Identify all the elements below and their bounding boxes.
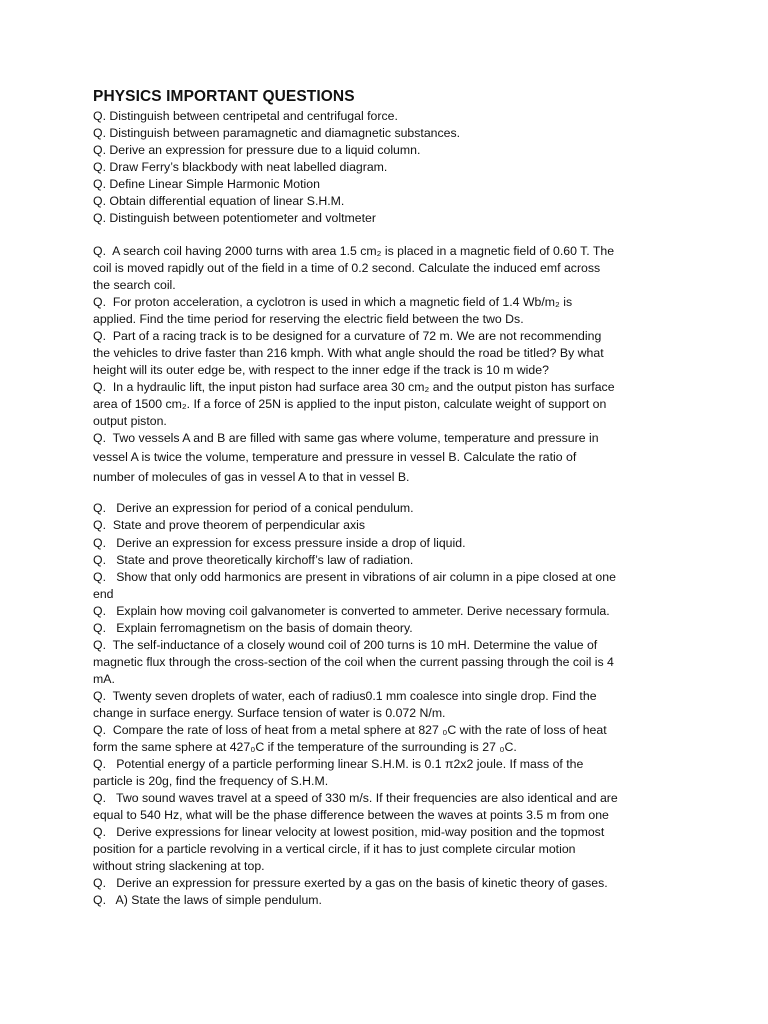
question-line: Q. Two vessels A and B are filled with same gas where volume, temperature and pressure in — [93, 431, 599, 445]
question-line: change in surface energy. Surface tension of water is 0.072 N/m. — [93, 706, 446, 720]
question-line: the vehicles to drive faster than 216 kmph. With what angle should the road be titled? By what — [93, 346, 604, 360]
question-line: Q. Derive an expression for pressure due to a liquid column. — [93, 143, 421, 157]
question-line: Q. Explain how moving coil galvanometer is converted to ammeter. Derive necessary formula. — [93, 604, 610, 618]
question-line: the search coil. — [93, 278, 176, 292]
question-line: Q. Distinguish between centripetal and centrifugal force. — [93, 109, 398, 123]
question-line: vessel A is twice the volume, temperature and pressure in vessel B. Calculate the ratio of — [93, 450, 577, 464]
question-line: mA. — [93, 672, 115, 686]
question-line: Q. Define Linear Simple Harmonic Motion — [93, 177, 320, 191]
question-line: end — [93, 587, 114, 601]
question-line: Q. Compare the rate of loss of heat from a metal sphere at 827 ₀C with the rate of loss of heat — [93, 723, 607, 737]
question-line: Q. Distinguish between paramagnetic and diamagnetic substances. — [93, 126, 461, 140]
question-line: Q. State and prove theorem of perpendicular axis — [93, 518, 366, 532]
question-line: output piston. — [93, 414, 167, 428]
question-line: Q. Obtain differential equation of linear S.H.M. — [93, 194, 345, 208]
question-line: Q. Distinguish between potentiometer and voltmeter — [93, 211, 376, 225]
question-line: Q. Two sound waves travel at a speed of 330 m/s. If their frequencies are also identical and are — [93, 791, 618, 805]
document-title: PHYSICS IMPORTANT QUESTIONS — [93, 88, 355, 105]
question-line: without string slackening at top. — [93, 859, 265, 873]
question-line: Q. Derive an expression for pressure exerted by a gas on the basis of kinetic theory of gases. — [93, 876, 608, 890]
question-line: Q. The self-inductance of a closely wound coil of 200 turns is 10 mH. Determine the value of — [93, 638, 598, 652]
question-line: Q. State and prove theoretically kirchoff’s law of radiation. — [93, 553, 414, 567]
question-line: Q. Part of a racing track is to be designed for a curvature of 72 m. We are not recommending — [93, 329, 602, 343]
question-line: Q. Derive expressions for linear velocity at lowest position, mid-way position and the topmost — [93, 825, 605, 839]
question-line: equal to 540 Hz, what will be the phase difference between the waves at points 3.5 m from one — [93, 808, 609, 822]
question-line: form the same sphere at 427₀C if the temperature of the surrounding is 27 ₀C. — [93, 740, 517, 754]
question-line: Q. Derive an expression for period of a conical pendulum. — [93, 501, 414, 515]
question-line: Q. Twenty seven droplets of water, each of radius0.1 mm coalesce into single drop. Find the — [93, 689, 597, 703]
question-line: height will its outer edge be, with respect to the inner edge if the track is 10 m wide? — [93, 363, 549, 377]
question-line: particle is 20g, find the frequency of S.H.M. — [93, 774, 329, 788]
question-line: Q. Explain ferromagnetism on the basis of domain theory. — [93, 621, 413, 635]
question-line: Q. Show that only odd harmonics are present in vibrations of air column in a pipe closed at one — [93, 570, 616, 584]
question-line: Q. Draw Ferry’s blackbody with neat labelled diagram. — [93, 160, 388, 174]
question-line: coil is moved rapidly out of the field in a time of 0.2 second. Calculate the induced emf across — [93, 261, 601, 275]
question-line: number of molecules of gas in vessel A to that in vessel B. — [93, 470, 410, 484]
question-line: Q. For proton acceleration, a cyclotron is used in which a magnetic field of 1.4 Wb/m₂ is — [93, 295, 573, 309]
question-line: Q. Potential energy of a particle performing linear S.H.M. is 0.1 π2x2 joule. If mass of the — [93, 757, 584, 771]
question-line: applied. Find the time period for reserving the electric field between the two Ds. — [93, 312, 524, 326]
question-line: Q. A) State the laws of simple pendulum. — [93, 893, 322, 907]
question-line: position for a particle revolving in a vertical circle, if it has to just complete circular motion — [93, 842, 576, 856]
question-line: Q. A search coil having 2000 turns with area 1.5 cm₂ is placed in a magnetic field of 0.60 T. The — [93, 244, 615, 258]
question-line: magnetic flux through the cross-section of the coil when the current passing through the coil is 4 — [93, 655, 614, 669]
question-line: Q. In a hydraulic lift, the input piston had surface area 30 cm₂ and the output piston has surface — [93, 380, 615, 394]
question-line: area of 1500 cm₂. If a force of 25N is applied to the input piston, calculate weight of support on — [93, 397, 607, 411]
question-line: Q. Derive an expression for excess pressure inside a drop of liquid. — [93, 536, 466, 550]
